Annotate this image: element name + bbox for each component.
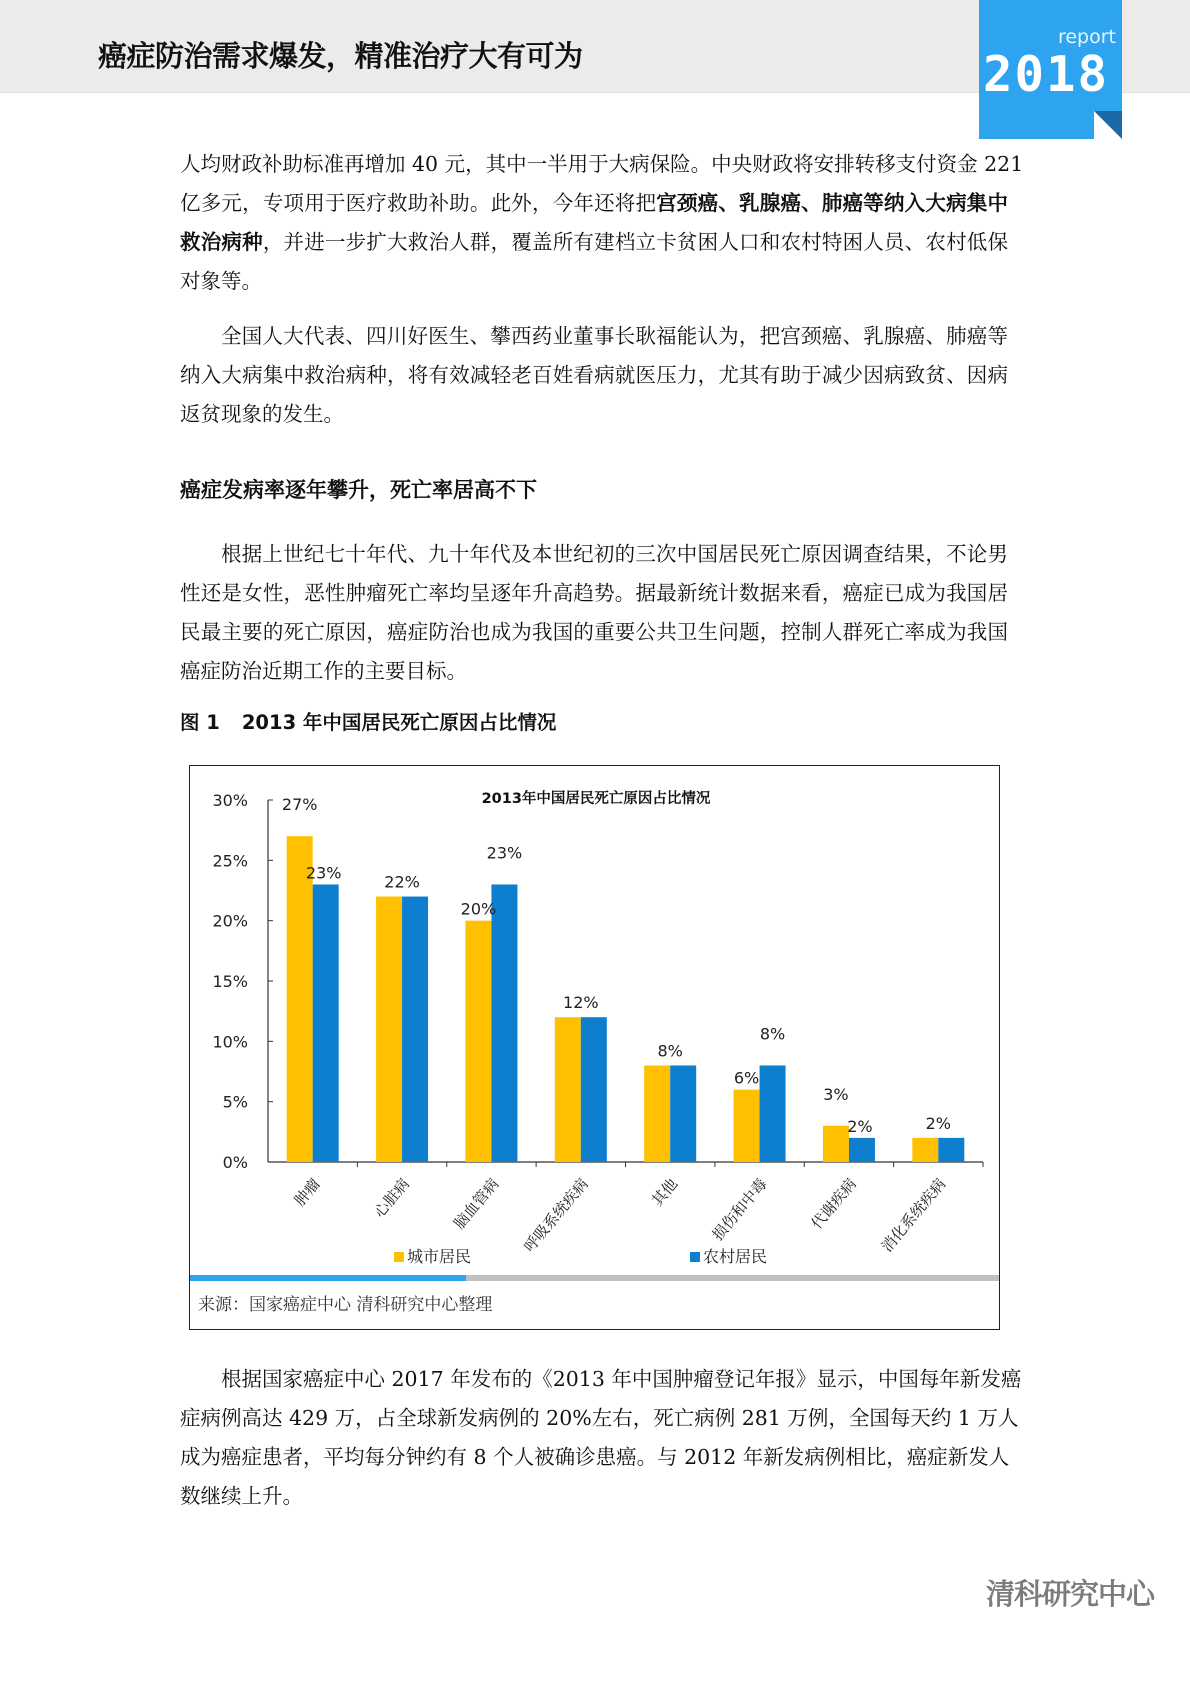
data-label: 23% [305, 863, 342, 883]
bar-chart [190, 766, 999, 1271]
bar-urban [555, 1017, 581, 1162]
paragraph-line [180, 223, 1008, 262]
bar-rural [760, 1065, 786, 1162]
report-year-badge [979, 0, 1122, 139]
x-tick-label: 心脏病 [370, 1175, 414, 1222]
text: 癌症防治近期工作的主要目标。 [180, 659, 467, 683]
text: 对象等。 [180, 269, 262, 293]
paragraph-line [180, 317, 1008, 356]
bar-rural [402, 897, 428, 1162]
x-tick-label: 损伤和中毒 [708, 1175, 771, 1245]
legend-label: 农村居民 [703, 1247, 768, 1266]
legend-swatch [690, 1252, 700, 1262]
text: 纳入大病集中救治病种，将有效减轻老百姓看病就医压力，尤其有助于减少因病致贫、因病 [180, 363, 1008, 387]
paragraph-line [180, 1360, 1022, 1399]
x-tick-label: 脑血管病 [450, 1175, 503, 1233]
data-label: 3% [823, 1084, 849, 1104]
bar-urban [912, 1138, 938, 1162]
x-tick-label: 肿瘤 [290, 1175, 324, 1210]
x-tick-label: 其他 [648, 1175, 682, 1210]
bar-rural [670, 1065, 696, 1162]
text: 民最主要的死亡原因，癌症防治也成为我国的重要公共卫生问题，控制人群死亡率成为我国 [180, 620, 1008, 644]
paragraph-line [180, 145, 1024, 184]
legend-label: 城市居民 [407, 1247, 472, 1266]
text: 症病例高达 429 万，占全球新发病例的 20%左右，死亡病例 281 万例，全国每天约 1 万人 [180, 1406, 1019, 1430]
paragraph-2 [180, 317, 1008, 434]
bar-rural [581, 1017, 607, 1162]
text: 返贫现象的发生。 [180, 402, 344, 426]
y-tick-label: 20% [212, 911, 248, 931]
paragraph-line [180, 1477, 1008, 1516]
paragraph-line [180, 356, 1008, 395]
data-label: 2% [847, 1116, 873, 1136]
badge-report-label: report [1057, 26, 1116, 48]
text: 成为癌症患者，平均每分钟约有 8 个人被确诊患癌。与 2012 年新发病例相比，癌症新发人 [180, 1445, 1010, 1469]
bar-urban [823, 1126, 849, 1162]
text: 根据上世纪七十年代、九十年代及本世纪初的三次中国居民死亡原因调查结果，不论男 [221, 542, 1008, 566]
chart-container [189, 765, 1000, 1330]
data-label: 12% [563, 993, 599, 1013]
text: 全国人大代表、四川好医生、攀西药业董事长耿福能认为，把宫颈癌、乳腺癌、肺癌等 [221, 324, 1008, 348]
bar-rural [313, 884, 339, 1162]
paragraph-line [180, 1438, 1008, 1477]
badge-year: 2018 [983, 46, 1110, 103]
x-tick-label: 消化系统疾病 [877, 1175, 950, 1256]
bar-urban [644, 1065, 670, 1162]
data-label: 20% [460, 899, 497, 919]
badge-fold-corner [1094, 111, 1122, 139]
text: ，并进一步扩大救治人群，覆盖所有建档立卡贫困人口和农村特困人员、农村低保 [262, 230, 1009, 254]
text: 数继续上升。 [180, 1484, 303, 1508]
paragraph-line [180, 613, 1008, 652]
paragraph-3 [180, 535, 1008, 691]
bar-urban [287, 836, 313, 1162]
source-divider [190, 1275, 999, 1281]
section-heading: 癌症发病率逐年攀升，死亡率居高不下 [180, 478, 537, 502]
bar-rural [491, 884, 517, 1162]
paragraph-line [180, 184, 1008, 223]
bold-text: 救治病种 [180, 230, 263, 254]
bar-urban [734, 1090, 760, 1162]
paragraph-line [180, 262, 1008, 301]
text: 亿多元，专项用于医疗救助补助。此外，今年还将把 [180, 191, 657, 215]
data-label: 23% [486, 843, 523, 863]
data-label: 2% [925, 1113, 952, 1133]
paragraph-1 [180, 145, 1024, 301]
bar-urban [465, 921, 491, 1162]
y-tick-label: 10% [212, 1032, 248, 1052]
bar-rural [938, 1138, 964, 1162]
y-tick-label: 15% [212, 972, 248, 991]
text: 性还是女性，恶性肿瘤死亡率均呈逐年升高趋势。据最新统计数据来看，癌症已成为我国居 [180, 581, 1008, 605]
y-tick-label: 0% [222, 1153, 248, 1172]
qingke-logo: 清科研究中心 [986, 1577, 1155, 1611]
data-label: 6% [733, 1068, 760, 1088]
x-tick-label: 代谢疾病 [807, 1175, 861, 1233]
paragraph-line [180, 652, 1008, 691]
text: 根据国家癌症中心 2017 年发布的《2013 年中国肿瘤登记年报》显示，中国每年新发癌 [221, 1367, 1022, 1391]
figure-caption [180, 707, 578, 735]
text: 人均财政补助标准再增加 40 元，其中一半用于大病保险。中央财政将安排转移支付资金 221 [180, 152, 1024, 176]
y-tick-label: 5% [222, 1092, 248, 1112]
data-label: 22% [384, 872, 420, 892]
bar-urban [376, 897, 402, 1162]
paragraph-line [180, 574, 1008, 613]
bar-rural [849, 1138, 875, 1162]
chart-source: 来源：国家癌症中心 清科研究中心整理 [198, 1295, 493, 1315]
y-tick-label: 25% [212, 851, 248, 871]
page-title: 癌症防治需求爆发，精准治疗大有可为 [98, 39, 583, 73]
bold-text: 宫颈癌、乳腺癌、肺癌等纳入大病集中 [656, 191, 1008, 215]
paragraph-4 [180, 1360, 1022, 1516]
x-tick-label: 呼吸系统疾病 [520, 1175, 592, 1256]
paragraph-line [180, 535, 1008, 574]
data-label: 27% [281, 795, 318, 815]
data-label: 8% [657, 1041, 683, 1061]
data-label: 8% [759, 1024, 786, 1044]
legend-swatch [394, 1252, 404, 1262]
paragraph-line [180, 395, 1008, 434]
y-tick-label: 30% [212, 791, 248, 810]
source-divider-accent [190, 1275, 466, 1281]
chart-title: 2013年中国居民死亡原因占比情况 [481, 791, 711, 807]
paragraph-line [180, 1399, 1019, 1438]
figure-number: 图 1 [180, 711, 220, 734]
figure-caption-text: 2013 年中国居民死亡原因占比情况 [241, 711, 557, 734]
